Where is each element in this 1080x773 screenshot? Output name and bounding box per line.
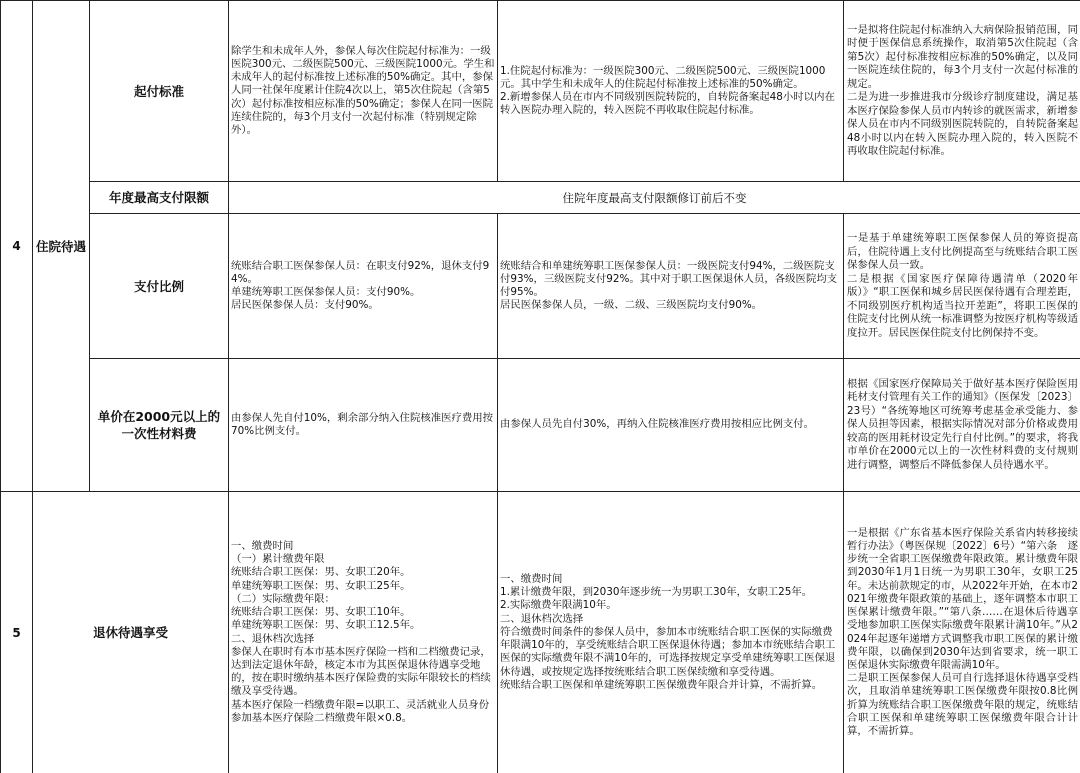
old-policy-line: 统账结合职工医保：男、女职工10年。 [231, 606, 411, 619]
unchanged-policy-text: 住院年度最高支付限额修订前后不变 [562, 190, 747, 205]
item-cell [90, 1, 229, 182]
old-policy-line: 单建统筹职工医保：男、女职工12.5年。 [231, 619, 421, 632]
new-policy-line: 1.住院起付标准为：一级医院300元、二级医院500元、三级医院1000元。其中学生和未成年人的住院起付标准按上述标准的50%确定。 [500, 64, 826, 90]
item-cell [90, 359, 229, 492]
explanation-text [844, 24, 1080, 159]
category-cell [33, 1, 90, 492]
new-policy-cell [498, 359, 844, 492]
explanation-line: 一是拟将住院起付标准纳入大病保险报销范围，同时便于医保信息系统操作，取消第5次住院起（含第5次）起付标准按相应标准的50%确定，以及同一医院连续住院的，每3个月支付一次起付标准的规定。 [847, 23, 1078, 90]
new-policy-line: 二、退休档次选择 [500, 612, 584, 625]
new-policy-text [498, 260, 843, 313]
new-policy-text [498, 573, 843, 692]
merged-policy-cell [229, 182, 1080, 214]
table-row-annual-limit [1, 182, 1080, 214]
old-policy-cell [229, 359, 498, 492]
new-policy-line: 符合缴费时间条件的参保人员中，参加本市统账结合职工医保的实际缴费年限满10年的，享受统账结合职工医保退休待遇；参加本市统账结合职工医保的实际缴费年限不满10年的，可选择按规定享受单建统筹职工医保退休待遇，或按规定选择按统账结合职工医保续缴和享受待遇。 [500, 625, 836, 678]
old-policy-line: 统账结合职工医保参保人员：在职支付92%，退休支付94%。 [231, 259, 490, 285]
item-cell [90, 182, 229, 214]
table-row-material-fee [1, 359, 1080, 492]
new-policy-line: 1.累计缴费年限，到2030年逐步统一为男职工30年，女职工25年。 [500, 586, 813, 599]
old-policy-line: 统账结合职工医保：男、女职工20年。 [231, 566, 411, 579]
old-policy-line: 单建统筹职工医保：男、女职工25年。 [231, 579, 411, 592]
new-policy-line: 2.实际缴费年限满10年。 [500, 599, 617, 612]
old-policy-line: 单建统筹职工医保参保人员：支付90%。 [231, 286, 421, 298]
old-policy-line: 居民医保参保人员：支付90%。 [231, 299, 379, 312]
old-policy-text [229, 540, 497, 725]
row-number-cell [1, 1, 33, 492]
new-policy-cell [498, 492, 844, 773]
old-policy-line: 参保人在职时有本市基本医疗保险一档和二档缴费记录，达到法定退休年龄，核定本市为其医保退休待遇享受地的，按在职时缴纳基本医疗保险费的实际年限较长的档续缴及享受待遇。 [231, 645, 491, 698]
row-number: 5 [12, 625, 21, 640]
old-policy-text [229, 260, 497, 313]
item-label: 退休待遇享受 [92, 625, 168, 640]
explanation-line: 二是为进一步推进我市分级诊疗制度建设，满足基本医疗保险参保人员市内转诊的就医需求，新增参保人员在市内不同级别医院转院的，自转院备案起48小时以内在转入医院办理入院的，转入医院不再收取住院起付标准。 [847, 91, 1078, 157]
item-label: 年度最高支付限额 [108, 190, 209, 205]
old-policy-cell [229, 492, 498, 773]
explanation-line: 一是根据《广东省基本医疗保险关系省内转移接续暂行办法》（粤医保规〔2022〕6号）“第六条 逐步统一全省职工医保缴费年限政策。累计缴费年限到2030年1月1日统一为男职工30年，女职工25年。未达前款规定的市，从2022年开始，在本市2021年缴费年限政策的基础上，逐年调整本市职工医保累计缴费年限。”“第八条……在退休后待遇享受地参加职工医保实际缴费年限累计满10年。”从2024年起逐年递增方式调整我市职工医保的累计缴费年限，以确保到2030年达到省要求，统一职工医保退休实际缴费年限需满10年。 [847, 526, 1078, 671]
explanation-text [844, 232, 1080, 340]
new-policy-text: 由参保人员先自付30%，再纳入住院核准医疗费用按相应比例支付。 [500, 418, 815, 431]
new-policy-line: 居民医保参保人员，一级、二级、三级医院均支付90%。 [500, 299, 763, 312]
old-policy-line: 基本医疗保险一档缴费年限=以职工、灵活就业人员身份参加基本医疗保险二档缴费年限×0.8。 [231, 698, 490, 724]
new-policy-line: 一、缴费时间 [500, 573, 563, 586]
item-cell [90, 214, 229, 359]
table-row-payment-ratio [1, 214, 1080, 359]
old-policy-line: 二、退休档次选择 [231, 632, 315, 645]
old-policy-line: （一）累计缴费年限 [231, 553, 325, 566]
explanation-text [844, 527, 1080, 738]
item-label: 支付比例 [133, 278, 184, 294]
new-policy-text [498, 65, 843, 118]
old-policy-text: 除学生和未成年人外，参保人每次住院起付标准为：一级医院300元、二级医院500元、三级医院1000元。学生和未成年人的起付标准按上述标准的50%确定。其中，参保人同一社保年度累计住院4次以上，第5次住院起（含第5次）起付标准按相应标准的50%确定；参保人在同一医院连续住院的，每3个月支付一次起付标准（特别规定除外）。 [231, 44, 495, 136]
item-label: 单价在2000元以上的一次性材料费 [97, 409, 221, 441]
explanation-text: 根据《国家医疗保障局关于做好基本医疗保险医用耗材支付管理有关工作的通知》（医保发〔2023〕23号）“各统筹地区可统筹考虑基金承受能力、参保人员担等因素，根据实际情况对部分价格或费用较高的医用耗材设定先行自付比例。”的要求，将我市单价在2000元以上的一次性材料费的支付规则进行调整，调整后不降低参保人员待遇水平。 [847, 377, 1078, 471]
row-number: 4 [12, 239, 21, 253]
explanation-line: 二是根据《国家医疗保障待遇清单（2020年版）》“职工医保和城乡居民医保待遇有合理差距，不同级别医疗机构适当拉开差距”，将职工医保的住院支付比例从统一标准调整为按医疗机构等级适度拉开。居民医保住院支付比例保持不变。 [847, 272, 1078, 339]
explanation-line: 一是基于单建统筹职工医保参保人员的筹资提高后，住院待遇上支付比例提高至与统账结合职工医保参保人员一致。 [847, 232, 1078, 271]
item-cell [33, 492, 229, 773]
new-policy-line: 统账结合职工医保和单建统筹职工医保缴费年限合并计算，不需折算。 [500, 678, 823, 691]
explanation-cell [844, 492, 1080, 773]
table-row-retirement [1, 492, 1080, 773]
new-policy-line: 2.新增参保人员在市内不同级别医院转院的，自转院备案起48小时以内在转入医院办理入院的，转入医院不再收取住院起付标准。 [500, 91, 835, 117]
explanation-line: 二是职工医保参保人员可自行选择退休待遇享受档次，且取消单建统筹职工医保缴费年限按0.8比例折算为统账结合职工医保缴费年限的规定，统账结合职工医保和单建统筹职工医保缴费年限合计计算，不需折算。 [847, 672, 1078, 737]
old-policy-line: （二）实际缴费年限： [231, 592, 335, 605]
explanation-cell [844, 214, 1080, 359]
explanation-cell [844, 359, 1080, 492]
table-row-start-standard [1, 1, 1080, 182]
category-label: 住院待遇 [35, 239, 86, 254]
new-policy-line: 统账结合和单建统筹职工医保参保人员：一级医院支付94%，二级医院支付93%，三级医院支付92%。其中对于职工医保退休人员，各级医院均支付95%。 [500, 259, 838, 298]
old-policy-cell [229, 1, 498, 182]
old-policy-line: 一、缴费时间 [231, 540, 294, 553]
old-policy-text: 由参保人先自付10%，剩余部分纳入住院核准医疗费用按70%比例支付。 [231, 411, 494, 437]
old-policy-cell [229, 214, 498, 359]
new-policy-cell [498, 1, 844, 182]
new-policy-cell [498, 214, 844, 359]
row-number-cell [1, 492, 33, 773]
explanation-cell [844, 1, 1080, 182]
item-label: 起付标准 [133, 83, 184, 99]
